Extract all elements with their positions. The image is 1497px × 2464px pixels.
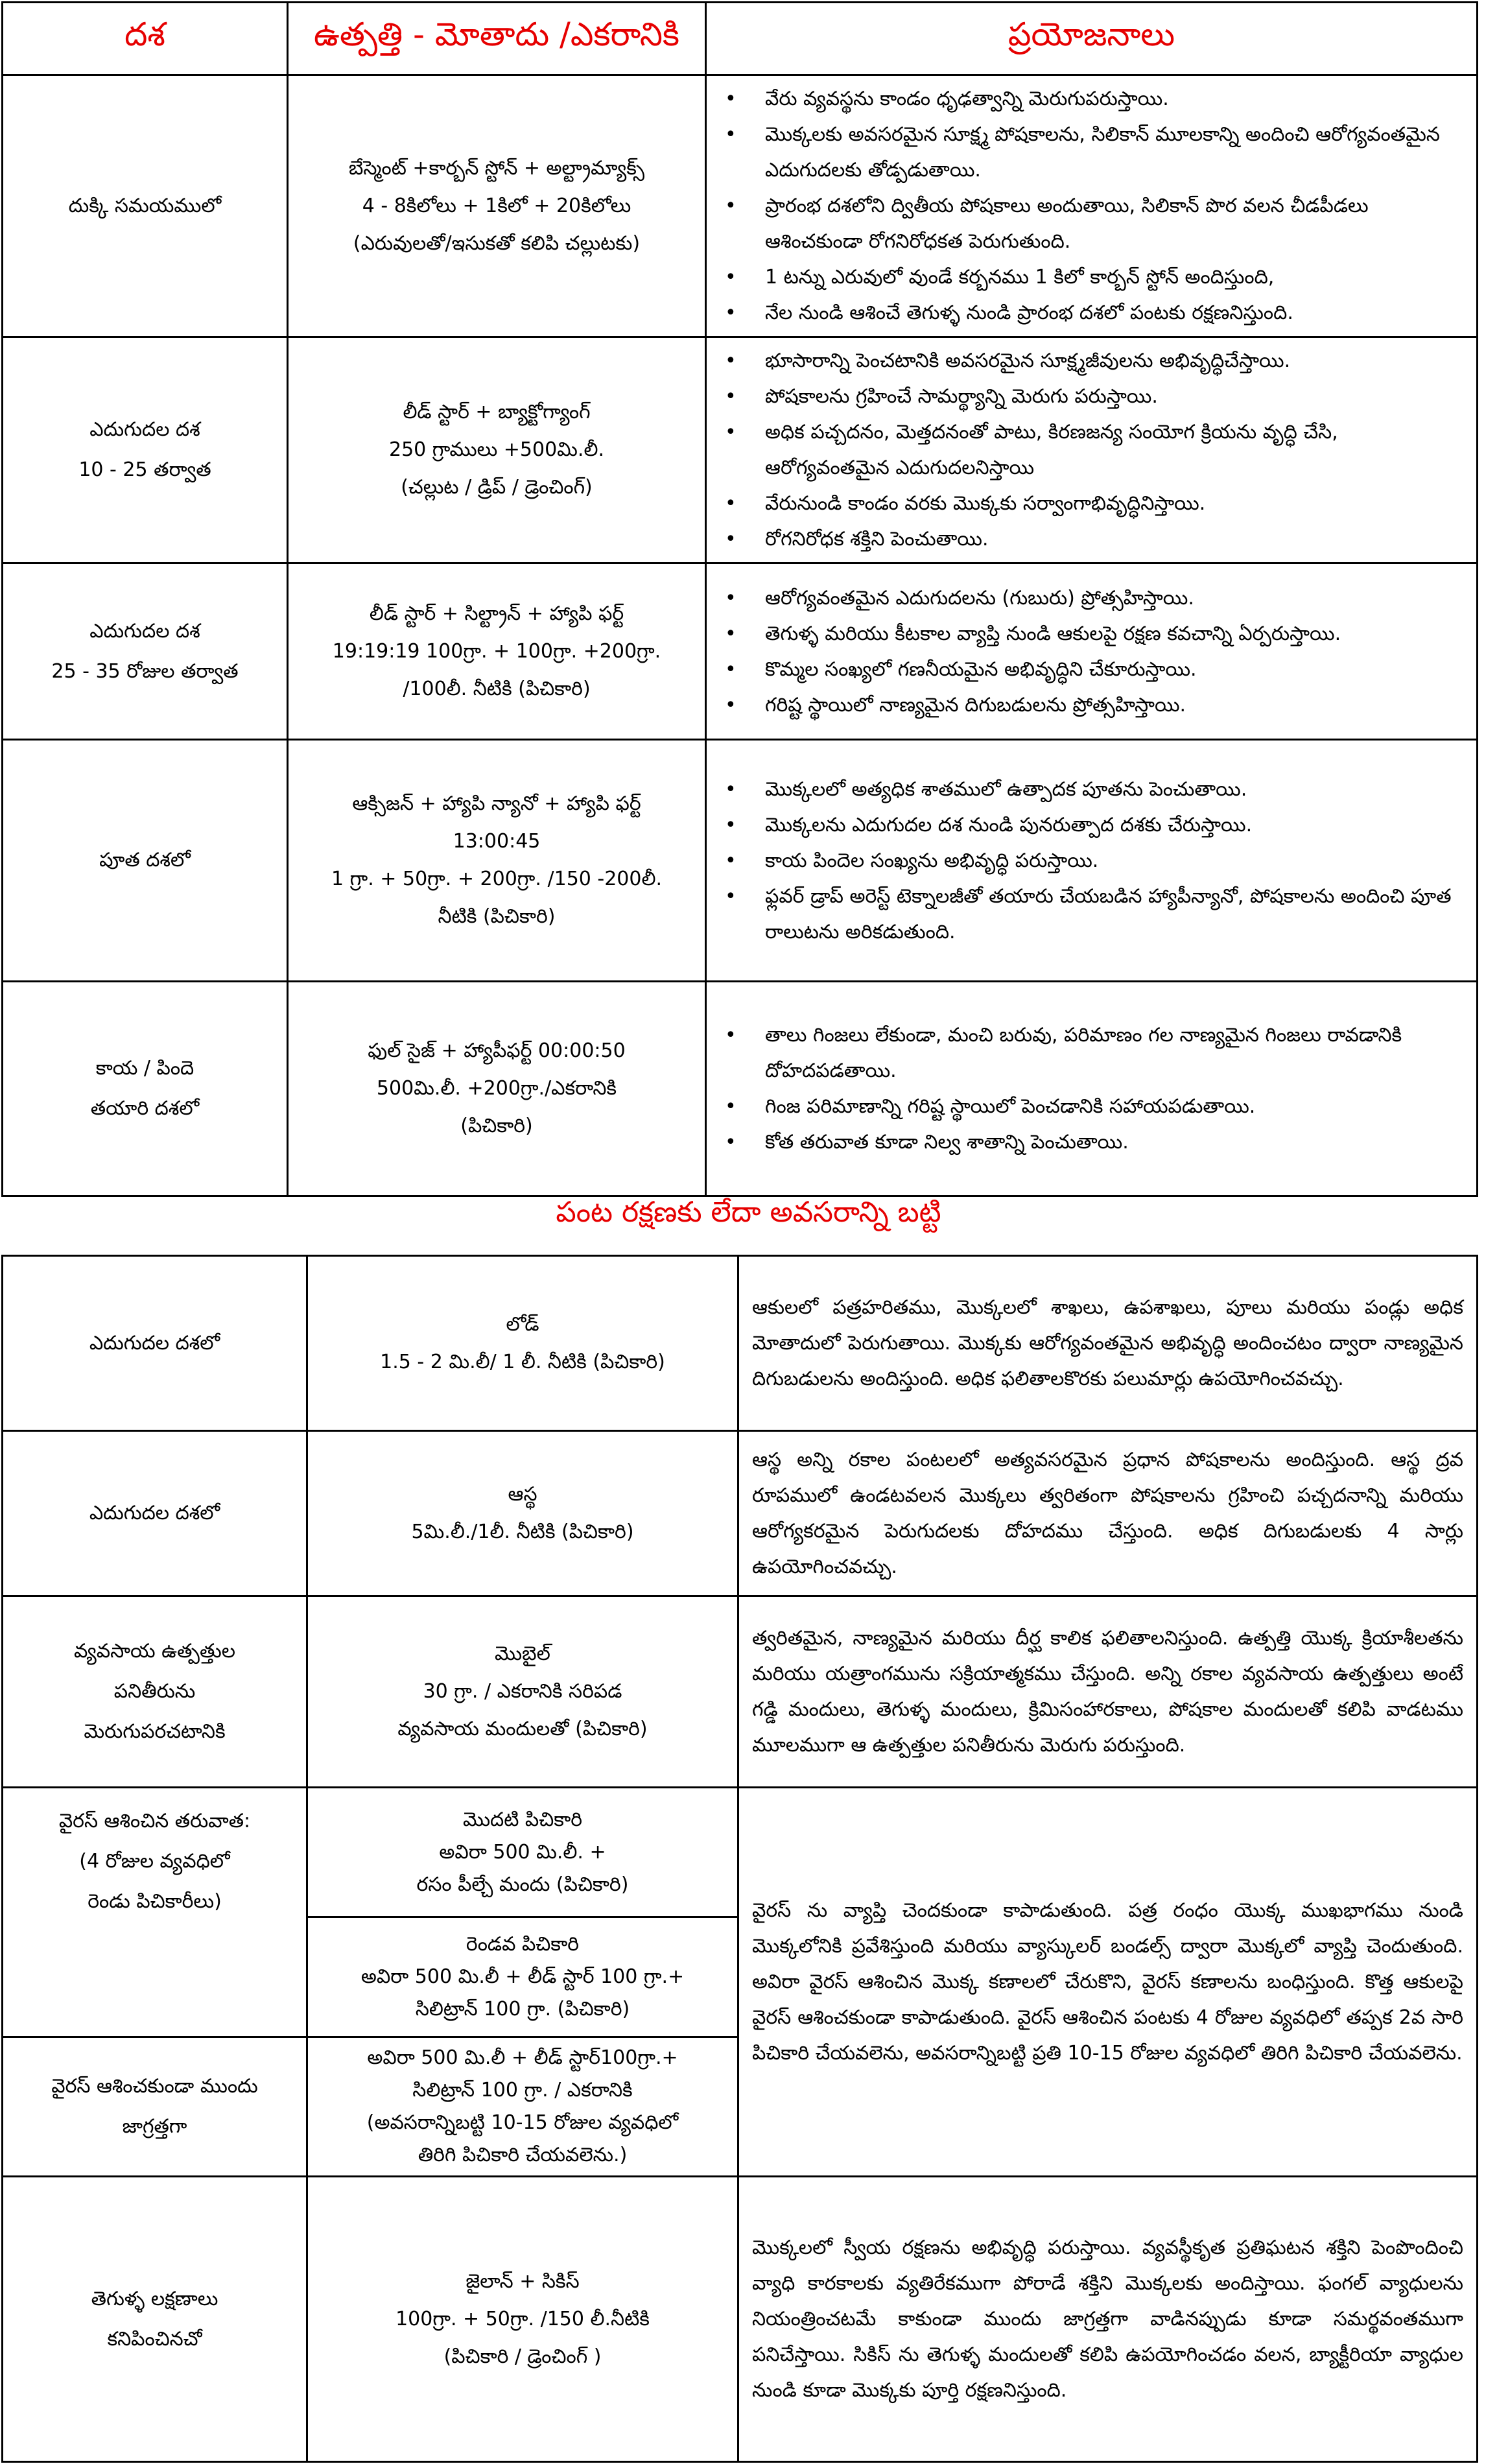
dose-line: సిలిట్రాన్ 100 గ్రా. / ఎకరానికి [412, 2079, 633, 2102]
dose-line: (అవసరాన్నిబట్టి 10-15 రోజుల వ్యవధిలో [366, 2111, 679, 2134]
stage-text: జాగ్రత్తగా [122, 2115, 187, 2138]
dose-cell [307, 1431, 738, 1596]
dose-line: లీడ్ స్టార్ + బ్యాక్టోగ్యాంగ్ [403, 401, 591, 423]
dose-line: ఫుల్ సైజ్ + హ్యాపీఫర్ట్ 00:00:50 [368, 1039, 626, 1062]
stage-cell-virus-after [3, 1788, 307, 2037]
description-cell: ఆకులలో పత్రహరితము, మొక్కలలో శాఖలు, ఉపశాఖలు, పూలు మరియు పండ్లు అధిక మోతాదులో పెరుగుతాయి. మొక్కకు ఆరోగ్యవంతమైన అభివృద్ధి అందించటం ద్వారా నాణ్యమైన దిగుబడులను అందిస్తుంది. అధిక ఫలితాలకొరకు పలుమార్లు ఉపయోగించవచ్చు. [738, 1256, 1478, 1431]
stage-text: (4 రోజుల వ్యవధిలో [79, 1850, 230, 1873]
benefit-item: • కాయ పిందెల సంఖ్యను అభివృద్ధి పరుస్తాయి. [720, 843, 1460, 879]
crop-protection-title: పంట రక్షణకు లేదా అవసరాన్ని బట్టి [556, 1196, 941, 1229]
stage-text: 10 - 25 తర్వాత [78, 458, 211, 481]
dose-cell [288, 563, 706, 740]
dose-cell [288, 75, 706, 337]
dose-line: బేస్మెంట్ +కార్బన్ స్టోన్ + అల్ట్రామ్యాక్స్ [348, 156, 645, 180]
benefits-cell [706, 75, 1478, 337]
benefit-item: • కొమ్మల సంఖ్యలో గణనీయమైన అభివృద్ధిని చేకూరుస్తాయి. [720, 652, 1460, 687]
benefit-item: • భూసారాన్ని పెంచటానికి అవసరమైన సూక్ష్మజీవులను అభివృద్ధిచేస్తాయి. [720, 343, 1460, 379]
stage-cell [3, 75, 288, 337]
dose-line: (పిచికారి / డ్రెంచింగ్ ) [443, 2345, 602, 2368]
header-product-dose: ఉత్పత్తి - మోతాదు /ఎకరానికి [288, 3, 706, 75]
stage-text: కనిపించినచో [107, 2327, 202, 2351]
benefits-list [720, 580, 1460, 723]
stage-text: రెండు పిచికారీలు) [88, 1890, 222, 1913]
benefit-item: • మొక్కలలో అత్యధిక శాతములో ఉత్పాదక పూతను పెంచుతాయి. [720, 772, 1460, 807]
benefits-list [720, 1017, 1460, 1160]
benefit-item: • పోషకాలను గ్రహించే సామర్థ్యాన్ని మెరుగు పరుస్తాయి. [720, 379, 1460, 414]
dose-line: 1.5 - 2 మి.లీ/ 1 లీ. నీటికి (పిచికారి) [380, 1350, 665, 1373]
benefit-item: • ఫ్లవర్ డ్రాప్ అరెస్ట్ టెక్నాలజీతో తయారు చేయబడిన హ్యాపీన్యానో, పోషకాలను అందించి పూత రాలుటను అరికడుతుంది. [720, 879, 1460, 950]
dose-line: 19:19:19 100గ్రా. + 100గ్రా. +200గ్రా. [332, 639, 661, 663]
dose-line: వ్యవసాయ మందులతో (పిచికారి) [397, 1718, 648, 1740]
dose-cell [288, 740, 706, 982]
dose-line: లీడ్ స్టార్ + సిల్ట్రాన్ + హ్యాపి ఫర్ట్ [369, 602, 624, 625]
benefits-cell [706, 337, 1478, 563]
dose-line: అవిరా 500 మి.లీ + లీడ్ స్టార్ 100 గ్రా.+ [360, 1965, 685, 1988]
description-cell: త్వరితమైన, నాణ్యమైన మరియు దీర్ఘ కాలిక ఫలితాలనిస్తుంది. ఉత్పత్తి యొక్క క్రియాశీలతను మరియు యత్రాంగమును సక్రియాత్మకము చేస్తుంది. అన్ని రకాల వ్యవసాయ ఉత్పత్తులు అంటే గడ్డి మందులు, తెగుళ్ళ మందులు, క్రిమిసంహారకాలు, పోషకాల మందులతో కలిపి వాడటము మూలముగా ఆ ఉత్పత్తుల పనితీరును మెరుగు పరుస్తుంది. [738, 1596, 1478, 1788]
stage-text: ఎదుగుదల దశ [89, 619, 200, 643]
dose-line: 100గ్రా. + 50గ్రా. /150 లీ.నీటికి [395, 2307, 650, 2330]
stage-cell [3, 337, 288, 563]
header-stage: దశ [3, 3, 288, 75]
dose-line: రెండవ పిచికారి [466, 1933, 580, 1956]
description-cell: మొక్కలలో స్వీయ రక్షణను అభివృద్ధి పరుస్తాయి. వ్యవస్థీకృత ప్రతిఘటన శక్తిని పెంపొందించి వ్యాధి కారకాలకు వ్యతిరేకముగా పోరాడే శక్తిని మొక్కలకు అందిస్తాయి. ఫంగల్ వ్యాధులను నియంత్రించటమే కాకుండా ముందు జాగ్రత్తగా వాడినప్పుడు కూడా సమర్థవంతముగా పనిచేస్తాయి. సికిస్ ను తెగుళ్ళ మందులతో కలిపి ఉపయోగించడం వలన, బ్యాక్టీరియా వ్యాధుల నుండి కూడా మొక్కకు పూర్తి రక్షణనిస్తుంది. [738, 2177, 1478, 2462]
stage-text: ఎదుగుదల దశలో [89, 1502, 220, 1524]
dose-line: సిలిట్రాన్ 100 గ్రా. (పిచికారి) [415, 1998, 630, 2020]
stage-text: కాయ / పిందె [95, 1057, 194, 1080]
stage-text: పూత దశలో [99, 849, 191, 871]
stage-text: పనితీరును [113, 1680, 196, 1703]
table-row [3, 563, 1478, 740]
stage-cell [3, 1256, 307, 1431]
dose-cell [288, 982, 706, 1196]
benefit-item: • రోగనిరోధక శక్తిని పెంచుతాయి. [720, 521, 1460, 557]
dose-cell-second-spray [307, 1917, 738, 2037]
table-row [3, 740, 1478, 982]
dose-cell-first-spray [307, 1788, 738, 1917]
table-header-row [3, 3, 1478, 75]
dose-cell [307, 1256, 738, 1431]
benefit-item: • అధిక పచ్చదనం, మెత్తదనంతో పాటు, కిరణజన్య సంయోగ క్రియను వృద్ధి చేసి, ఆరోగ్యవంతమైన ఎదుగుదలనిస్తాయి [720, 414, 1460, 486]
dose-line: తిరిగి పిచికారి చేయవలెను.) [418, 2144, 628, 2166]
dose-cell-preventive-spray [307, 2037, 738, 2177]
dose-line: మొదటి పిచికారి [462, 1808, 583, 1831]
benefit-item: • కోత తరువాత కూడా నిల్వ శాతాన్ని పెంచుతాయి. [720, 1124, 1460, 1160]
benefit-item: • గింజ పరిమాణాన్ని గరిష్ట స్థాయిలో పెంచడానికి సహాయపడుతాయి. [720, 1089, 1460, 1124]
benefits-cell [706, 982, 1478, 1196]
stage-cell [3, 2177, 307, 2462]
dose-line: మొబైల్ [495, 1642, 550, 1665]
benefit-item: • ఆరోగ్యవంతమైన ఎదుగుదలను (గుబురు) ప్రోత్సహిస్తాయి. [720, 580, 1460, 616]
dose-cell [307, 2177, 738, 2462]
benefit-item: • ప్రారంభ దశలోని ద్వితీయ పోషకాలు అందుతాయి, సిలికాన్ పొర వలన చీడపీడలు ఆశించకుండా రోగనిరోధకత పెరుగుతుంది. [720, 188, 1460, 259]
table-row [3, 75, 1478, 337]
dose-cell [307, 1596, 738, 1788]
stage-text: మెరుగుపరచటానికి [84, 1720, 226, 1743]
dose-line: 1 గ్రా. + 50గ్రా. + 200గ్రా. /150 -200లీ. [331, 868, 663, 890]
stage-text: వైరస్ ఆశించిన తరువాత: [58, 1810, 251, 1832]
stage-text: ఎదుగుదల దశ [89, 418, 200, 441]
dose-line: అవిరా 500 మి.లీ. + [439, 1840, 606, 1864]
benefits-list [720, 81, 1460, 331]
dose-line: (పిచికారి) [460, 1115, 533, 1137]
dose-line: (చల్లుట / డ్రిప్ / డ్రెంచింగ్) [401, 476, 593, 499]
table-row [3, 982, 1478, 1196]
benefits-list [720, 772, 1460, 950]
benefits-cell [706, 563, 1478, 740]
dose-line: ఆక్సిజన్ + హ్యాపి న్యానో + హ్యాపి ఫర్ట్ [352, 792, 641, 815]
stage-text: దుక్కి సమయములో [68, 194, 222, 217]
dose-line: 250 గ్రాములు +500మి.లీ. [388, 438, 604, 461]
benefits-cell [706, 740, 1478, 982]
table-row [3, 1431, 1478, 1596]
table-row [3, 337, 1478, 563]
stage-text: తయారి దశలో [90, 1097, 200, 1120]
table-row [3, 2177, 1478, 2462]
benefit-item: • వేరునుండి కాండం వరకు మొక్కకు సర్వాంగాభివృద్ధినిస్తాయి. [720, 486, 1460, 521]
dose-line: (ఎరువులతో/ఇసుకతో కలిపి చల్లుటకు) [353, 231, 641, 255]
benefit-item: • తెగుళ్ళ మరియు కీటకాల వ్యాప్తి నుండి ఆకులపై రక్షణ కవచాన్ని ఏర్పరుస్తాయి. [720, 616, 1460, 652]
table-row [3, 1596, 1478, 1788]
dose-line: 30 గ్రా. / ఎకరానికి సరిపడ [423, 1680, 622, 1703]
dose-line: జైలాన్ + సికిస్ [466, 2269, 580, 2293]
benefit-item: • వేరు వ్యవస్థను కాండం ధృఢత్వాన్ని మెరుగుపరుస్తాయి. [720, 81, 1460, 117]
stage-cell [3, 740, 288, 982]
dose-line: నీటికి (పిచికారి) [438, 905, 556, 928]
stage-cell [3, 563, 288, 740]
stage-cell [3, 982, 288, 1196]
stage-cell-virus-prevention [3, 2037, 307, 2177]
stage-cell [3, 1596, 307, 1788]
stage-text: వ్యవసాయ ఉత్పత్తుల [74, 1640, 235, 1663]
benefit-item: • గరిష్ట స్థాయిలో నాణ్యమైన దిగుబడులను ప్రోత్సహిస్తాయి. [720, 687, 1460, 723]
dose-line: రసం పీల్చే మందు (పిచికారి) [416, 1873, 629, 1896]
benefit-item: • తాలు గింజలు లేకుండా, మంచి బరువు, పరిమాణం గల నాణ్యమైన గింజలు రావడానికి దోహదపడతాయి. [720, 1017, 1460, 1089]
stage-text: ఎదుగుదల దశలో [89, 1331, 220, 1355]
benefit-item: • నేల నుండి ఆశించే తెగుళ్ళ నుండి ప్రారంభ దశలో పంటకు రక్షణనిస్తుంది. [720, 295, 1460, 331]
description-cell: ఆస్థ అన్ని రకాల పంటలలో అత్యవసరమైన ప్రధాన పోషకాలను అందిస్తుంది. ఆస్థ ద్రవ రూపములో ఉండటవలన మొక్కలు త్వరితంగా పోషకాలను గ్రహించి పచ్చదనాన్ని మరియు ఆరోగ్యకరమైన పెరుగుదలకు దోహదము చేస్తుంది. అధిక దిగుబడులకు 4 సార్లు ఉపయోగించవచ్చు. [738, 1431, 1478, 1596]
benefits-list [720, 343, 1460, 557]
stage-cell [3, 1431, 307, 1596]
stage-text: 25 - 35 రోజుల తర్వాత [51, 659, 239, 683]
benefit-item: • మొక్కలను ఎదుగుదల దశ నుండి పునరుత్పాద దశకు చేరుస్తాయి. [720, 807, 1460, 843]
dose-line: 5మి.లీ./1లీ. నీటికి (పిచికారి) [411, 1521, 634, 1543]
dose-line: ఆస్థ [508, 1483, 537, 1506]
crop-protection-table [1, 1255, 1478, 2463]
table-row [3, 1788, 1478, 1917]
stage-text: తెగుళ్ళ లక్షణాలు [91, 2287, 218, 2310]
stage-schedule-table [1, 1, 1478, 1197]
dose-cell [288, 337, 706, 563]
dose-line: 4 - 8కిలోలు + 1కిలో + 20కిలోలు [362, 194, 631, 217]
dose-line: 500మి.లీ. +200గ్రా./ఎకరానికి [376, 1077, 617, 1100]
dose-line: 13:00:45 [453, 830, 541, 853]
benefit-item: • 1 టన్ను ఎరువులో వుండే కర్బనము 1 కిలో కార్బన్ స్టోన్ అందిస్తుంది, [720, 259, 1460, 295]
table-row [3, 1256, 1478, 1431]
header-benefits: ప్రయోజనాలు [706, 3, 1478, 75]
benefit-item: • మొక్కలకు అవసరమైన సూక్ష్మ పోషకాలను, సిలికాన్ మూలకాన్ని అందించి ఆరోగ్యవంతమైన ఎదుగుదలకు తోడ్పడుతాయి. [720, 117, 1460, 188]
dose-line: అవిరా 500 మి.లీ + లీడ్ స్టార్100గ్రా.+ [367, 2046, 678, 2069]
dose-line: లోడ్ [506, 1312, 539, 1336]
dose-line: /100లీ. నీటికి (పిచికారి) [403, 677, 591, 700]
description-cell: వైరస్ ను వ్యాప్తి చెందకుండా కాపాడుతుంది. పత్ర రంధం యొక్క ముఖభాగము నుండి మొక్కలోనికి ప్రవేశిస్తుంది మరియు వ్యాస్కులర్ బండల్స్ ద్వారా మొక్కలో వ్యాప్తి చెందుతుంది. అవిరా వైరస్ ఆశించిన మొక్క కణాలలో చేరుకొని, వైరస్ కణాలను బంధిస్తుంది. కొత్త ఆకులపై వైరస్ ఆశించకుండా కాపాడుతుంది. వైరస్ ఆశించిన పంటకు 4 రోజుల వ్యవధిలో తప్పక 2వ సారి పిచికారి చేయవలెను, అవసరాన్నిబట్టి ప్రతి 10-15 రోజుల వ్యవధిలో తిరిగి పిచికారి చేయవలెను. [738, 1788, 1478, 2177]
stage-text: వైరస్ ఆశించకుండా ముందు [51, 2075, 258, 2098]
